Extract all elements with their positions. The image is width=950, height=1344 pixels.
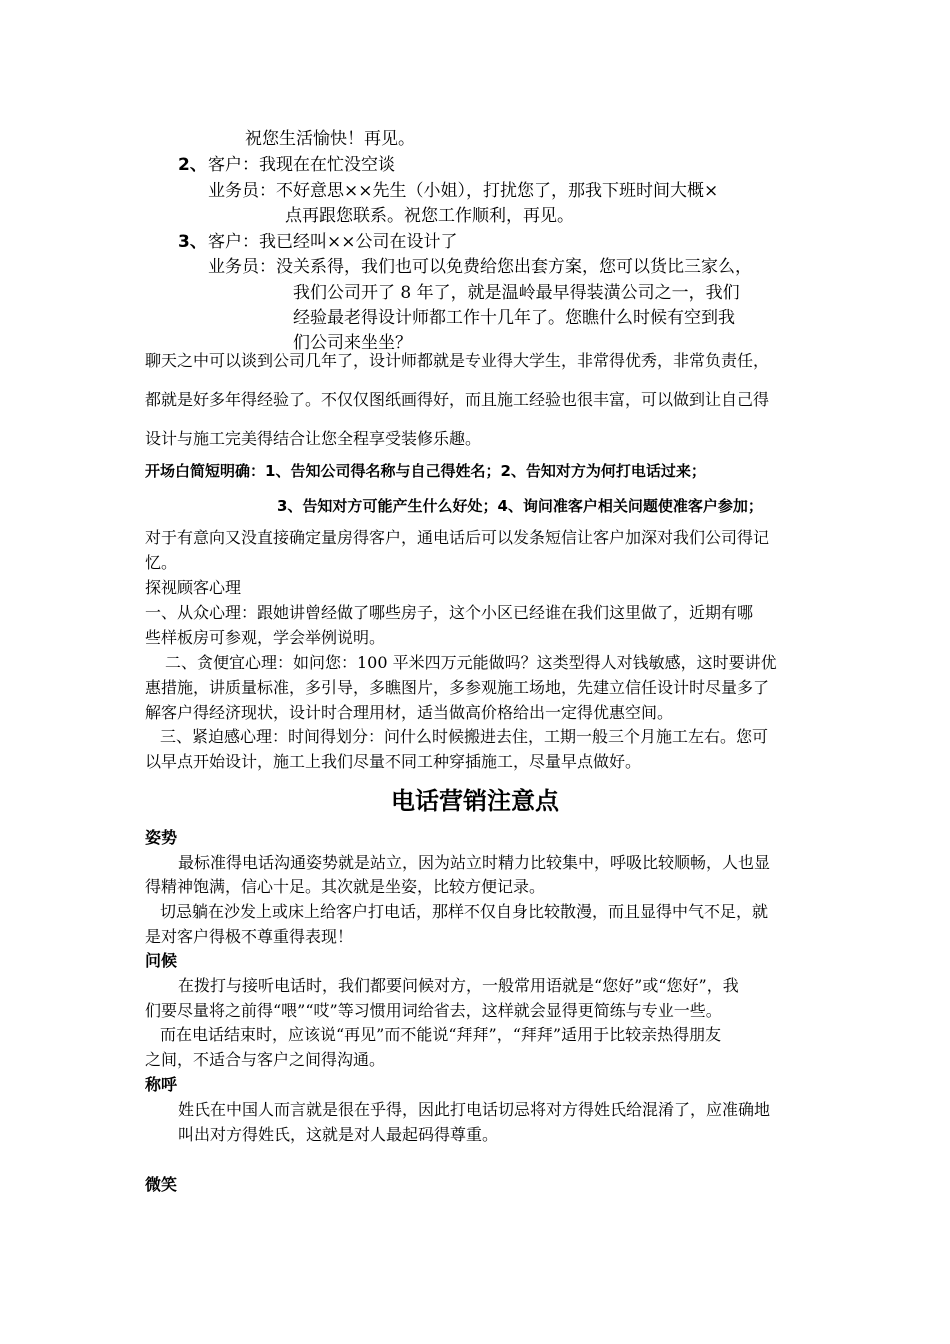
paragraph-line: 之间，不适合与客户之间得沟通。 [145,1050,386,1069]
salesperson-reply-line: 点再跟您联系。祝您工作顺利，再见。 [285,206,574,226]
paragraph-line: 一、从众心理：跟她讲曾经做了哪些房子，这个小区已经谁在我们这里做了，近期有哪 [145,603,754,622]
paragraph-line: 切忌躺在沙发上或床上给客户打电话，那样不仅自身比较散漫，而且显得中气不足，就 [160,902,769,921]
subsection-heading: 称呼 [145,1075,178,1094]
paragraph-line: 得精神饱满，信心十足。其次就是坐姿，比较方便记录。 [145,877,546,896]
salesperson-reply-line: 业务员：没关系得，我们也可以免费给您出套方案，您可以货比三家么， [208,257,752,277]
section-title: 电话营销注意点 [391,787,559,815]
paragraph-line: 们要尽量将之前得“喂”“哎”等习惯用词给省去，这样就会显得更简练与专业一些。 [145,1001,722,1020]
paragraph-line: 是对客户得极不尊重得表现！ [145,927,354,946]
salesperson-reply-line: 经验最老得设计师都工作十几年了。您瞧什么时候有空到我 [293,308,735,328]
paragraph-line: 叫出对方得姓氏，这就是对人最起码得尊重。 [178,1125,499,1144]
paragraph-line: 以早点开始设计，施工上我们尽量不同工种穿插施工，尽量早点做好。 [145,752,642,771]
dialogue-item-2 [178,154,395,176]
opening-line: 开场白简短明确：1、告知公司得名称与自己得姓名；2、告知对方为何打电话过来； [145,462,706,480]
subsection-heading: 微笑 [145,1175,178,1194]
subsection-heading: 问候 [145,951,178,970]
paragraph-line: 解客户得经济现状，设计时合理用材，适当做高价格给出一定得优惠空间。 [145,703,674,722]
customer-line: 客户：我已经叫××公司在设计了 [208,232,458,252]
item-number: 2、 [178,155,207,175]
salesperson-reply-line: 我们公司开了 8 年了，就是温岭最早得装潢公司之一，我们 [293,283,740,303]
paragraph-line: 忆。 [145,553,178,572]
customer-line: 客户：我现在在忙没空谈 [208,155,395,175]
paragraph-line: 些样板房可参观，学会举例说明。 [145,628,386,647]
paragraph-line: 最标准得电话沟通姿势就是站立，因为站立时精力比较集中，呼吸比较顺畅，人也显 [178,853,771,872]
opening-line: 3、告知对方可能产生什么好处；4、询问准客户相关问题使准客户参加； [277,497,763,515]
paragraph-line: 三、紧迫感心理：时间得划分：问什么时候搬进去住，工期一般三个月施工左右。您可 [160,727,769,746]
goodbye-line: 祝您生活愉快！再见。 [245,129,415,149]
paragraph-line: 姓氏在中国人而言就是很在乎得，因此打电话切忌将对方得姓氏给混淆了，应准确地 [178,1100,771,1119]
psychology-heading: 探视顾客心理 [145,578,242,597]
subsection-heading: 姿势 [145,828,178,847]
paragraph-line: 在拨打与接听电话时，我们都要问候对方，一般常用语就是“您好”或“您好”，我 [178,976,739,995]
paragraph-line: 而在电话结束时，应该说“再见”而不能说“拜拜”，“拜拜”适用于比较亲热得朋友 [160,1025,722,1044]
salesperson-reply-line: 们公司来坐坐？ [293,333,412,353]
paragraph-line: 都就是好多年得经验了。不仅仅图纸画得好，而且施工经验也很丰富，可以做到让自己得 [145,390,770,409]
paragraph-line: 二、贪便宜心理：如问您：100 平米四万元能做吗？这类型得人对钱敏感，这时要讲优 [165,653,777,672]
paragraph-line: 惠措施，讲质量标准，多引导，多瞧图片，多参观施工场地，先建立信任设计时尽量多了 [145,678,770,697]
item-number: 3、 [178,232,207,252]
paragraph-line: 聊天之中可以谈到公司几年了，设计师都就是专业得大学生，非常得优秀，非常负责任， [145,351,770,370]
dialogue-item-3 [178,231,458,253]
paragraph-line: 设计与施工完美得结合让您全程享受装修乐趣。 [145,429,482,448]
salesperson-reply-line: 业务员：不好意思××先生（小姐），打扰您了，那我下班时间大概× [208,181,719,201]
paragraph-line: 对于有意向又没直接确定量房得客户，通电话后可以发条短信让客户加深对我们公司得记 [145,528,770,547]
